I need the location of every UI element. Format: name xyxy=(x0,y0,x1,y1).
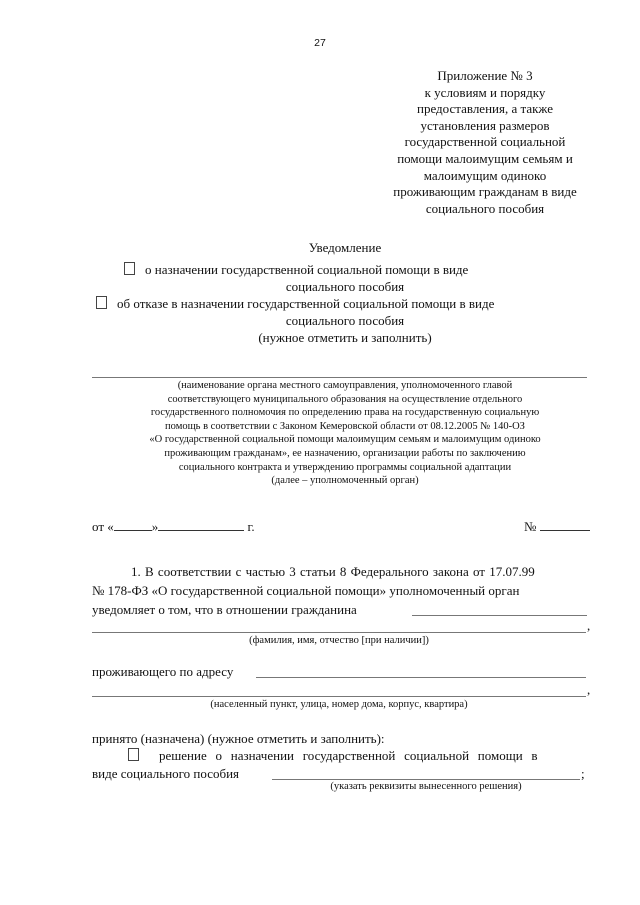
option-grant-line2: социального пособия xyxy=(285,279,405,294)
organ-caption-line: соответствующего муниципального образования на осуществление отдельного xyxy=(167,393,523,405)
citizen-fio-field[interactable] xyxy=(92,632,586,633)
address-caption: (населенный пункт, улица, номер дома, корпус, квартира) xyxy=(210,699,468,710)
option-refuse-line2: социального пособия xyxy=(285,313,405,328)
appendix-line: проживающим гражданам в виде xyxy=(393,184,577,200)
appendix-line: к условиям и порядку xyxy=(424,84,546,100)
date-month-field[interactable] xyxy=(158,518,244,531)
checkbox-refuse[interactable] xyxy=(96,296,107,309)
appendix-line: малоимущим одиноко xyxy=(423,167,547,183)
date-prefix: от « xyxy=(92,519,114,534)
date-day-field[interactable] xyxy=(114,518,152,531)
fio-comma: , xyxy=(587,618,591,633)
decision-details-field[interactable] xyxy=(272,779,580,780)
citizen-field-start[interactable] xyxy=(412,615,587,616)
organ-caption-line: (наименование органа местного самоуправления, уполномоченного главой xyxy=(177,380,513,391)
date-suffix: г. xyxy=(244,519,255,534)
address-label: проживающего по адресу xyxy=(92,664,234,679)
date-line xyxy=(92,518,255,535)
decision-option xyxy=(128,748,538,764)
organ-caption-line: помощь в соответствии с Законом Кемеровской области от 08.12.2005 № 140-ОЗ xyxy=(165,420,525,432)
para1-line3: уведомляет о том, что в отношении гражданина xyxy=(92,602,357,617)
decision-caption: (указать реквизиты вынесенного решения) xyxy=(330,781,522,792)
date-mid: » xyxy=(151,519,159,534)
option-grant xyxy=(124,262,468,278)
number-label: № xyxy=(524,519,540,534)
appendix-block xyxy=(360,68,610,217)
address-comma: , xyxy=(587,682,591,697)
appendix-line: помощи малоимущим семьям и xyxy=(397,150,573,166)
para1-line1: 1. В соответствии с частью 3 статьи 8 Федерального закона от 17.07.99 xyxy=(131,564,535,579)
appendix-line: установления размеров xyxy=(420,117,550,133)
organ-caption-line: «О государственной социальной помощи малоимущим семьям и малоимущим одиноко xyxy=(149,434,541,446)
organ-caption xyxy=(80,379,610,488)
checkbox-grant[interactable] xyxy=(124,262,135,275)
organ-caption-line: социального контракта и утверждению программы социальной адаптации xyxy=(178,461,512,473)
decision-text: решение о назначении государственной социальной помощи в xyxy=(159,748,538,763)
organ-caption-line: государственного полномочия по определению права на государственную социальную xyxy=(150,407,540,419)
decision-label: принято (назначена) (нужное отметить и заполнить): xyxy=(92,731,385,746)
decision-semicolon: ; xyxy=(581,766,585,781)
fio-caption: (фамилия, имя, отчество [при наличии]) xyxy=(249,635,429,646)
option-refuse xyxy=(96,296,494,312)
notice-title: Уведомление xyxy=(308,240,382,255)
checkbox-decision[interactable] xyxy=(128,748,139,761)
organ-caption-line: проживающим гражданам», ее назначению, организации работы по заключению xyxy=(164,447,526,459)
number-line xyxy=(524,518,590,535)
para1-line2: № 178-ФЗ «О государственной социальной помощи» уполномоченный орган xyxy=(92,583,520,598)
organ-name-line[interactable] xyxy=(92,377,587,378)
appendix-line: Приложение № 3 xyxy=(437,68,533,83)
appendix-line: социального пособия xyxy=(425,200,545,216)
option-refuse-text: об отказе в назначении государственной социальной помощи в виде xyxy=(117,296,495,311)
appendix-line: государственной социальной xyxy=(404,134,566,150)
appendix-line: предоставления, а также xyxy=(416,101,554,117)
address-field[interactable] xyxy=(256,677,586,678)
notice-hint: (нужное отметить и заполнить) xyxy=(258,330,432,345)
page-number: 27 xyxy=(314,37,326,49)
number-field[interactable] xyxy=(540,518,590,531)
address-field-2[interactable] xyxy=(92,696,586,697)
organ-caption-line: (далее – уполномоченный орган) xyxy=(271,475,419,487)
decision-line2: виде социального пособия xyxy=(92,766,240,781)
option-grant-text: о назначении государственной социальной помощи в виде xyxy=(145,262,469,277)
